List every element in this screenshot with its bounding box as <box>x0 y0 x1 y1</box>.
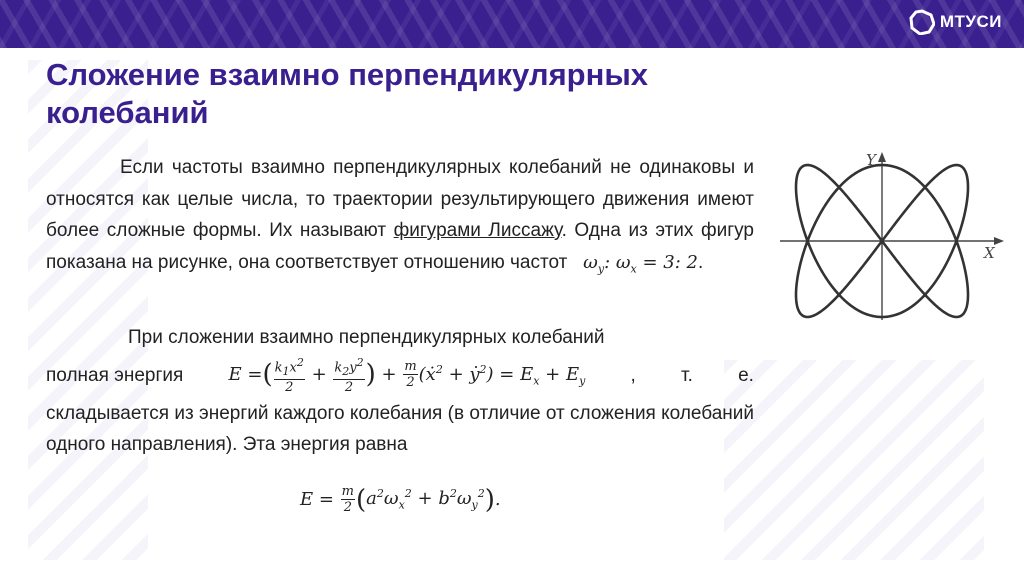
logo-text: МТУСИ <box>939 12 1002 31</box>
paragraph1-text-after: . Одна из этих фигур показана на рисунке, она соответствует отношению частот <box>46 220 754 273</box>
slide-title: Сложение взаимно перпендикулярных колебаний <box>46 57 649 130</box>
energy-row <box>46 354 754 398</box>
y-axis-arrow-icon <box>878 152 886 162</box>
lissajous-figure <box>776 148 1006 323</box>
background-pattern-right <box>724 360 984 560</box>
logo-ring-icon <box>909 9 935 35</box>
final-energy-formula: E = $\frac{m}{2}$ ( $a^2\omega_x^2 + b^2\omega_y^2$ ) . <box>300 484 501 515</box>
energy-formula: E =( $\frac{k_1x^2}{2}$ + $\frac{k_2y^2}{2}$ ) + $\frac{m}{2}$ (ẋ$^2$ + ẏ$^2$) = $E_x + E_y$ <box>228 356 586 395</box>
paragraph1-end: . <box>697 251 704 273</box>
paragraph-lissajous <box>46 152 754 285</box>
paragraph2-line1: При сложении взаимно перпендикулярных колебаний <box>128 327 605 348</box>
lissajous-link[interactable]: фигурами Лиссажу <box>393 220 562 241</box>
paragraph2-line3: складывается из энергий каждого колебания (в отличие от сложения колебаний одного направления). Эта энергия равна <box>46 402 754 455</box>
x-axis-arrow-icon <box>994 237 1004 245</box>
frequency-ratio-formula: $\omega_y$: $\omega_x = 3$: 2 <box>583 251 698 276</box>
x-axis-label: X <box>984 244 995 262</box>
top-banner <box>0 0 1024 48</box>
background-pattern-left <box>28 60 148 560</box>
paragraph1-text: Если частоты взаимно перпендикулярных колебаний не одинаковы и относятся как целые числа, то траектории результирующего движения имеют более сложные формы. Их называют <box>46 157 754 241</box>
energy-comma: , <box>630 364 636 386</box>
y-axis-label: Y <box>866 151 876 169</box>
mtuci-logo <box>909 9 1002 35</box>
paragraph-energy <box>46 322 754 461</box>
te-part1: т. <box>681 364 693 386</box>
te-part2: е. <box>738 364 754 386</box>
energy-label: полная энергия <box>46 364 184 386</box>
